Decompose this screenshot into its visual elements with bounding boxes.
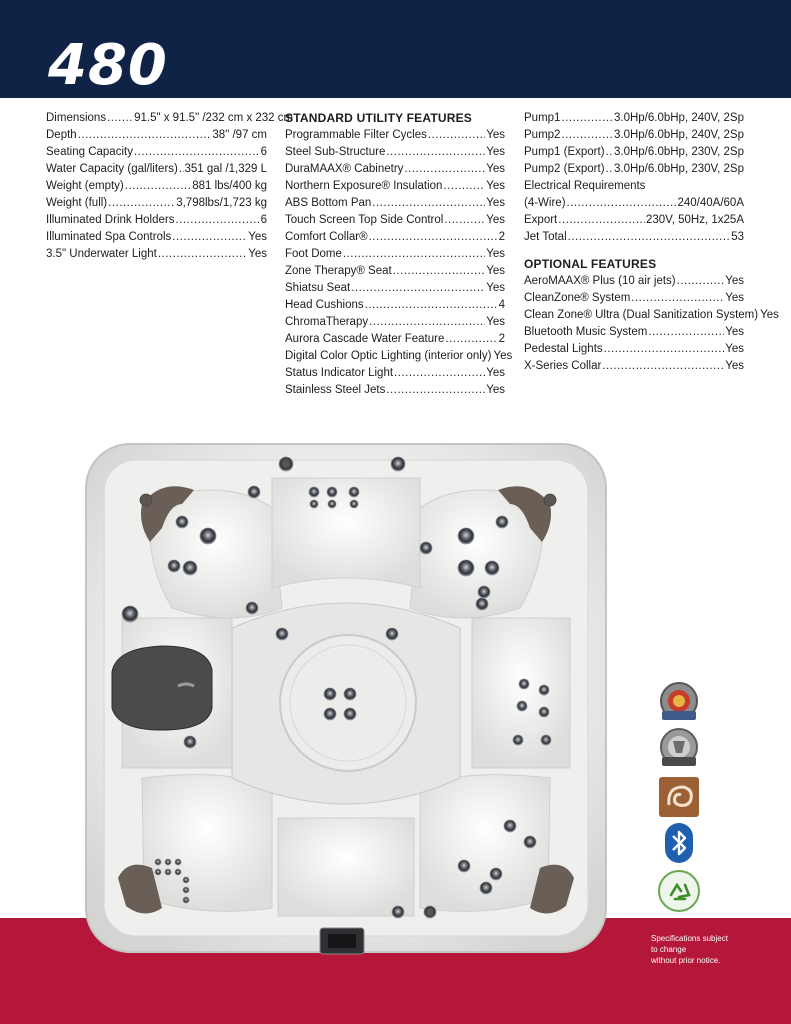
leader-dots: [78, 127, 212, 144]
spec-label: X-Series Collar: [524, 360, 602, 372]
spec-label: Jet Total: [524, 231, 567, 243]
cabinet-swirl-icon: [652, 774, 706, 820]
spec-row: [46, 144, 267, 161]
spec-row: [46, 195, 267, 212]
leader-dots: [568, 229, 731, 246]
spec-value: 6: [260, 146, 267, 158]
leader-dots: [606, 144, 613, 161]
leader-dots: [172, 229, 247, 246]
disclaimer-line: without prior notice.: [651, 956, 721, 965]
leader-dots: [179, 161, 184, 178]
spec-label: Seating Capacity: [46, 146, 133, 158]
leader-dots: [158, 246, 247, 263]
leader-dots: [386, 382, 485, 399]
disclaimer-line: to change: [651, 945, 687, 954]
spec-row: [285, 382, 505, 399]
spec-row: [285, 280, 505, 297]
leader-dots: [561, 127, 613, 144]
spec-value: 38" /97 cm: [212, 129, 267, 141]
spec-value: Yes: [486, 248, 505, 260]
spec-value: Yes: [486, 180, 505, 192]
leader-dots: [393, 263, 486, 280]
leader-dots: [175, 212, 259, 229]
spec-row: [285, 178, 505, 195]
spec-row: [46, 127, 267, 144]
spec-label: Water Capacity (gal/liters): [46, 163, 178, 175]
spec-row: [524, 273, 744, 290]
spec-label: Digital Color Optic Lighting (interior only): [285, 350, 492, 362]
leader-dots: [369, 314, 485, 331]
spec-label: Status Indicator Light: [285, 367, 394, 379]
spec-row: [285, 314, 505, 331]
bluetooth-icon: [652, 820, 706, 866]
spec-label: Pump2: [524, 129, 561, 141]
spec-label: Clean Zone® Ultra (Dual Sanitization System): [524, 309, 759, 321]
spec-row: [524, 144, 744, 161]
spec-value: Yes: [725, 275, 744, 287]
spa-top-view-image: [82, 438, 610, 958]
leader-dots: [604, 341, 725, 358]
spec-label: (4-Wire): [524, 197, 566, 209]
leader-dots: [606, 161, 613, 178]
spec-row: [46, 110, 294, 127]
leader-dots: [134, 144, 260, 161]
spec-row: [285, 348, 513, 365]
spec-value: Yes: [725, 292, 744, 304]
disclaimer-line: Specifications subject: [651, 934, 728, 943]
recycle-icon: [652, 868, 706, 914]
spec-row: [285, 297, 505, 314]
spec-value: 240/40A/60A: [677, 197, 744, 209]
spec-label: Pedestal Lights: [524, 343, 603, 355]
section-heading: OPTIONAL FEATURES: [524, 257, 657, 271]
spec-value: Yes: [486, 146, 505, 158]
spec-value: 351 gal /1,329 L: [184, 163, 267, 175]
spec-value: Yes: [486, 163, 505, 175]
spec-label: 3.5" Underwater Light: [46, 248, 157, 260]
spec-row: [524, 307, 779, 324]
spec-value: Yes: [248, 248, 267, 260]
dimensions-list: [46, 110, 294, 263]
spec-value: Yes: [486, 129, 505, 141]
spec-value: 3.0Hp/6.0bHp, 230V, 2Sp: [613, 146, 744, 158]
spec-row: [285, 229, 505, 246]
spec-label: Stainless Steel Jets: [285, 384, 386, 396]
spec-value: 91.5" x 91.5" /232 cm x 232 cm: [134, 112, 294, 124]
spec-label: Steel Sub-Structure: [285, 146, 386, 158]
model-title: 480: [48, 33, 168, 98]
spec-label: AeroMAAX® Plus (10 air jets): [524, 275, 676, 287]
award-seal-icon: [652, 680, 706, 726]
spec-label: Pump2 (Export): [524, 163, 605, 175]
electrical-requirements-label: Electrical Requirements: [524, 180, 646, 192]
spec-label: Export: [524, 214, 558, 226]
spec-value: 3,798lbs/1,723 kg: [176, 197, 267, 209]
spec-row: [524, 341, 744, 358]
leader-dots: [386, 144, 485, 161]
spec-row: [285, 365, 505, 382]
spec-value: Yes: [486, 265, 505, 277]
spec-row: [524, 324, 744, 341]
spec-value: 2: [498, 333, 505, 345]
spec-label: Pump1 (Export): [524, 146, 605, 158]
spec-value: Yes: [486, 384, 505, 396]
spec-row: [285, 246, 505, 263]
leader-dots: [351, 280, 485, 297]
spec-label: Illuminated Drink Holders: [46, 214, 175, 226]
leader-dots: [404, 161, 485, 178]
spec-row: [285, 161, 505, 178]
spec-value: Yes: [248, 231, 267, 243]
spec-row: [524, 127, 744, 144]
spec-label: Pump1: [524, 112, 561, 124]
spec-label: DuraMAAX® Cabinetry: [285, 163, 404, 175]
spec-label: Dimensions: [46, 112, 107, 124]
leader-dots: [677, 273, 725, 290]
award-seal-silver-icon: [652, 726, 706, 772]
spec-row: [46, 246, 267, 263]
leader-dots: [631, 290, 724, 307]
spec-value: Yes: [486, 316, 505, 328]
spec-label: Illuminated Spa Controls: [46, 231, 172, 243]
spec-value: 53: [731, 231, 744, 243]
standard-features-list: [285, 110, 513, 399]
spec-row: [524, 161, 744, 178]
spec-value: Yes: [486, 367, 505, 379]
spec-value: 6: [260, 214, 267, 226]
leader-dots: [648, 324, 724, 341]
electrical-optional-list: [524, 110, 779, 375]
leader-dots: [443, 178, 485, 195]
leader-dots: [561, 110, 613, 127]
spacer: [524, 246, 744, 256]
spec-label: ABS Bottom Pan: [285, 197, 372, 209]
spec-value: Yes: [725, 343, 744, 355]
leader-dots: [394, 365, 485, 382]
spec-value: Yes: [760, 309, 779, 321]
spec-row: [524, 195, 744, 212]
spec-row: [524, 290, 744, 307]
spec-row: [285, 263, 505, 280]
spec-row: [524, 212, 744, 229]
leader-dots: [567, 195, 677, 212]
spec-row: [524, 178, 744, 195]
leader-dots: [343, 246, 485, 263]
spec-label: Comfort Collar®: [285, 231, 368, 243]
leader-dots: [369, 229, 498, 246]
header-band: [0, 0, 791, 98]
spec-row: [285, 127, 505, 144]
leader-dots: [558, 212, 645, 229]
spec-label: Touch Screen Top Side Control: [285, 214, 444, 226]
spec-row: [285, 212, 505, 229]
spec-row: [285, 331, 505, 348]
leader-dots: [372, 195, 485, 212]
disclaimer-text: [651, 933, 741, 966]
spec-label: Depth: [46, 129, 77, 141]
section-heading: STANDARD UTILITY FEATURES: [285, 111, 472, 125]
spec-label: Weight (full): [46, 197, 108, 209]
spec-label: Zone Therapy® Seat: [285, 265, 392, 277]
spec-label: ChromaTherapy: [285, 316, 369, 328]
spec-row: [285, 195, 505, 212]
spec-row: [524, 229, 744, 246]
spec-value: 881 lbs/400 kg: [192, 180, 267, 192]
spec-label: Head Cushions: [285, 299, 364, 311]
spec-value: Yes: [725, 360, 744, 372]
spec-label: Weight (empty): [46, 180, 124, 192]
spa-illustration: [82, 438, 610, 958]
spec-value: Yes: [725, 326, 744, 338]
spec-row: [46, 161, 267, 178]
spec-label: Bluetooth Music System: [524, 326, 648, 338]
spec-label: Aurora Cascade Water Feature: [285, 333, 445, 345]
spec-value: 3.0Hp/6.0bHp, 240V, 2Sp: [613, 129, 744, 141]
spec-value: 4: [498, 299, 505, 311]
leader-dots: [107, 110, 133, 127]
spec-label: Northern Exposure® Insulation: [285, 180, 443, 192]
spec-value: Yes: [493, 350, 513, 362]
spec-row: [524, 358, 744, 375]
leader-dots: [602, 358, 724, 375]
spec-value: Yes: [486, 197, 505, 209]
spec-label: CleanZone® System: [524, 292, 631, 304]
spec-label: Programmable Filter Cycles: [285, 129, 427, 141]
spec-row: [46, 229, 267, 246]
spec-value: 3.0Hp/6.0bHp, 230V, 2Sp: [613, 163, 744, 175]
spec-value: 230V, 50Hz, 1x25A: [645, 214, 744, 226]
leader-dots: [125, 178, 191, 195]
leader-dots: [445, 331, 497, 348]
spec-value: 3.0Hp/6.0bHp, 240V, 2Sp: [613, 112, 744, 124]
spec-row: [46, 212, 267, 229]
leader-dots: [428, 127, 485, 144]
spec-label: Shiatsu Seat: [285, 282, 351, 294]
spec-row: [524, 110, 744, 127]
leader-dots: [108, 195, 175, 212]
spec-value: Yes: [486, 214, 505, 226]
spec-label: Foot Dome: [285, 248, 342, 260]
spec-value: Yes: [486, 282, 505, 294]
spec-row: [285, 144, 505, 161]
leader-dots: [444, 212, 485, 229]
spec-row: [46, 178, 267, 195]
spec-value: 2: [498, 231, 505, 243]
leader-dots: [365, 297, 498, 314]
